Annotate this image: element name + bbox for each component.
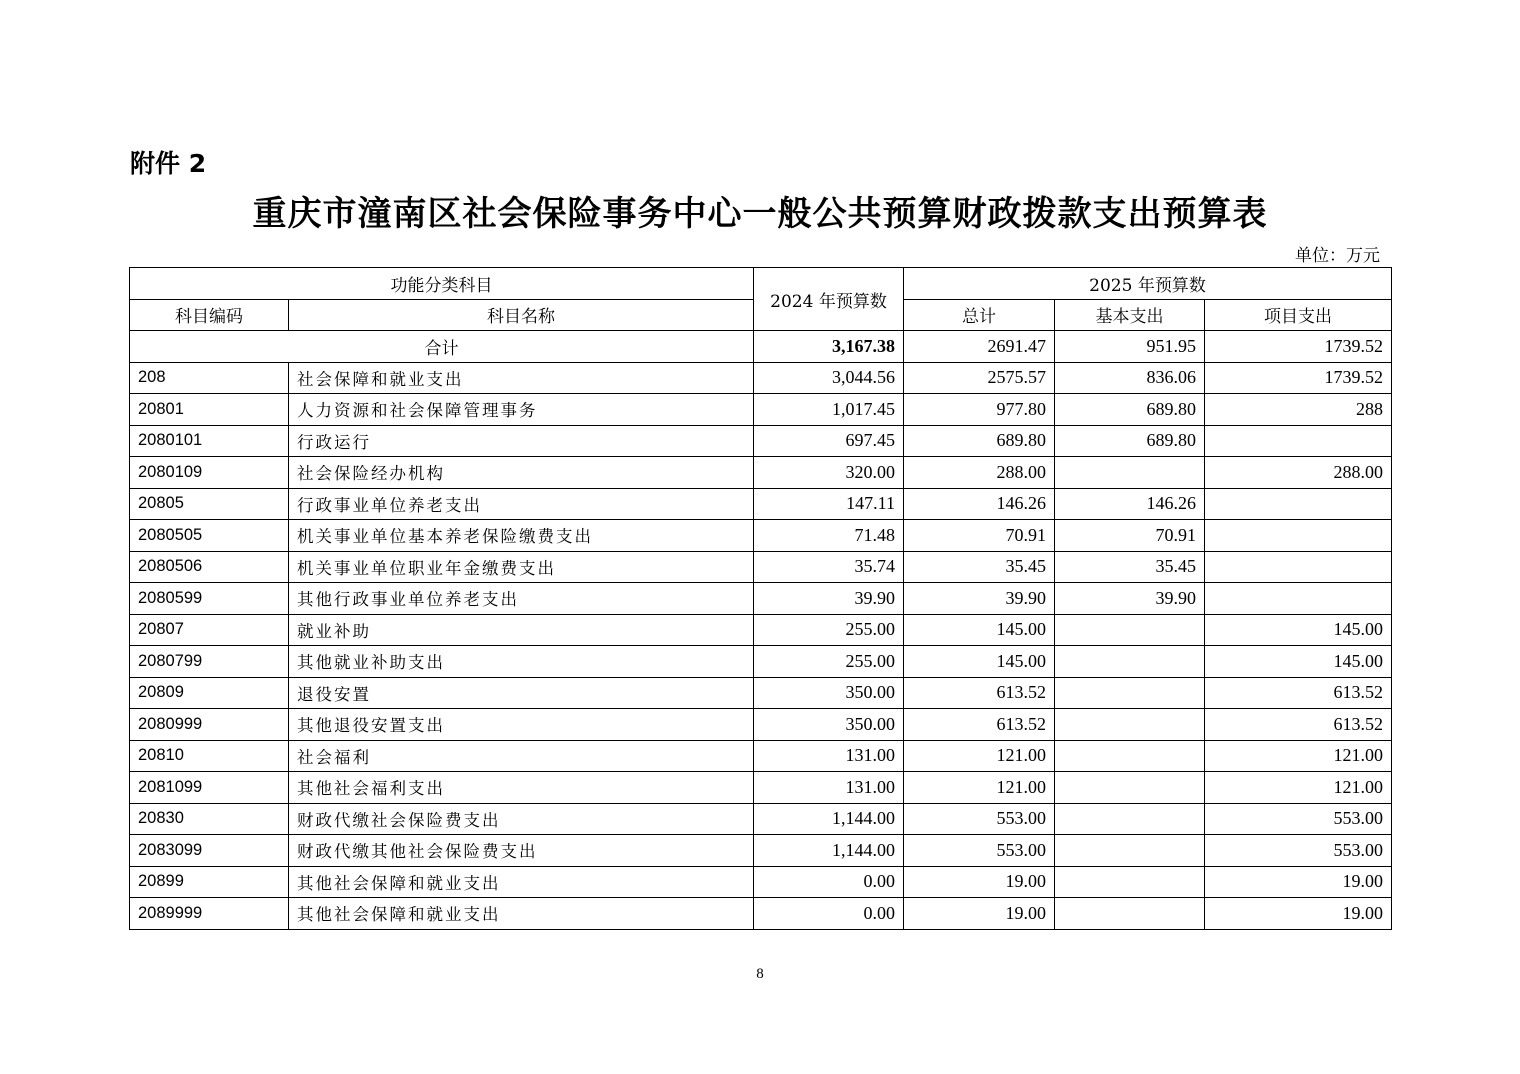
unit-label: 单位：万元 bbox=[1295, 246, 1380, 266]
row-project: 145.00 bbox=[1205, 614, 1392, 646]
header-name: 科目名称 bbox=[289, 299, 754, 331]
row-basic: 689.80 bbox=[1055, 394, 1205, 426]
row-code: 20807 bbox=[130, 614, 289, 646]
row-total: 146.26 bbox=[904, 488, 1055, 520]
row-total: 2575.57 bbox=[904, 362, 1055, 394]
row-budget-2024: 255.00 bbox=[754, 646, 904, 678]
row-name: 其他社会保障和就业支出 bbox=[289, 866, 754, 898]
table-row bbox=[130, 551, 1392, 583]
table-row bbox=[130, 772, 1392, 804]
row-basic: 689.80 bbox=[1055, 425, 1205, 457]
header-func-class: 功能分类科目 bbox=[130, 268, 754, 300]
row-project bbox=[1205, 520, 1392, 552]
row-project bbox=[1205, 583, 1392, 615]
row-basic: 39.90 bbox=[1055, 583, 1205, 615]
row-budget-2024: 39.90 bbox=[754, 583, 904, 615]
row-name: 其他社会保障和就业支出 bbox=[289, 898, 754, 930]
row-basic: 836.06 bbox=[1055, 362, 1205, 394]
row-code: 2080101 bbox=[130, 425, 289, 457]
total-total: 2691.47 bbox=[904, 331, 1055, 363]
page-title: 重庆市潼南区社会保险事务中心一般公共预算财政拨款支出预算表 bbox=[252, 194, 1268, 234]
row-name: 行政运行 bbox=[289, 425, 754, 457]
total-project: 1739.52 bbox=[1205, 331, 1392, 363]
row-basic bbox=[1055, 898, 1205, 930]
row-total: 145.00 bbox=[904, 646, 1055, 678]
row-total: 977.80 bbox=[904, 394, 1055, 426]
table-row bbox=[130, 740, 1392, 772]
row-name: 社会保险经办机构 bbox=[289, 457, 754, 489]
row-basic bbox=[1055, 772, 1205, 804]
header-code: 科目编码 bbox=[130, 299, 289, 331]
row-total: 19.00 bbox=[904, 866, 1055, 898]
header-basic: 基本支出 bbox=[1055, 299, 1205, 331]
row-name: 机关事业单位基本养老保险缴费支出 bbox=[289, 520, 754, 552]
row-project: 19.00 bbox=[1205, 866, 1392, 898]
row-code: 2080999 bbox=[130, 709, 289, 741]
row-basic bbox=[1055, 646, 1205, 678]
row-total: 553.00 bbox=[904, 835, 1055, 867]
row-project bbox=[1205, 425, 1392, 457]
row-code: 20810 bbox=[130, 740, 289, 772]
row-name: 其他行政事业单位养老支出 bbox=[289, 583, 754, 615]
row-code: 20801 bbox=[130, 394, 289, 426]
row-total: 145.00 bbox=[904, 614, 1055, 646]
row-budget-2024: 320.00 bbox=[754, 457, 904, 489]
header-budget-2024: 2024 年预算数 bbox=[754, 268, 904, 331]
row-code: 208 bbox=[130, 362, 289, 394]
total-b2024: 3,167.38 bbox=[754, 331, 904, 363]
row-name: 人力资源和社会保障管理事务 bbox=[289, 394, 754, 426]
row-basic bbox=[1055, 866, 1205, 898]
table-row bbox=[130, 583, 1392, 615]
row-basic bbox=[1055, 835, 1205, 867]
table-row bbox=[130, 488, 1392, 520]
row-budget-2024: 697.45 bbox=[754, 425, 904, 457]
row-code: 2080799 bbox=[130, 646, 289, 678]
row-total: 121.00 bbox=[904, 772, 1055, 804]
table-row bbox=[130, 425, 1392, 457]
row-budget-2024: 35.74 bbox=[754, 551, 904, 583]
row-budget-2024: 71.48 bbox=[754, 520, 904, 552]
row-name: 退役安置 bbox=[289, 677, 754, 709]
row-budget-2024: 131.00 bbox=[754, 740, 904, 772]
row-basic bbox=[1055, 740, 1205, 772]
row-name: 社会保障和就业支出 bbox=[289, 362, 754, 394]
row-basic: 146.26 bbox=[1055, 488, 1205, 520]
row-code: 20830 bbox=[130, 803, 289, 835]
row-code: 2081099 bbox=[130, 772, 289, 804]
row-total: 288.00 bbox=[904, 457, 1055, 489]
row-name: 其他退役安置支出 bbox=[289, 709, 754, 741]
row-project bbox=[1205, 488, 1392, 520]
row-budget-2024: 0.00 bbox=[754, 866, 904, 898]
row-code: 2080599 bbox=[130, 583, 289, 615]
row-budget-2024: 131.00 bbox=[754, 772, 904, 804]
row-basic bbox=[1055, 677, 1205, 709]
row-basic bbox=[1055, 457, 1205, 489]
row-budget-2024: 0.00 bbox=[754, 898, 904, 930]
header-project: 项目支出 bbox=[1205, 299, 1392, 331]
budget-table bbox=[129, 267, 1392, 930]
row-name: 财政代缴其他社会保险费支出 bbox=[289, 835, 754, 867]
total-label: 合计 bbox=[130, 331, 754, 363]
table-row bbox=[130, 520, 1392, 552]
attachment-label: 附件 2 bbox=[130, 149, 207, 178]
row-basic bbox=[1055, 709, 1205, 741]
row-budget-2024: 3,044.56 bbox=[754, 362, 904, 394]
row-code: 2080506 bbox=[130, 551, 289, 583]
header-budget-2025: 2025 年预算数 bbox=[904, 268, 1392, 300]
table-row bbox=[130, 866, 1392, 898]
row-budget-2024: 350.00 bbox=[754, 709, 904, 741]
row-basic: 70.91 bbox=[1055, 520, 1205, 552]
row-total: 689.80 bbox=[904, 425, 1055, 457]
table-row bbox=[130, 457, 1392, 489]
row-basic: 35.45 bbox=[1055, 551, 1205, 583]
row-name: 其他就业补助支出 bbox=[289, 646, 754, 678]
row-total: 39.90 bbox=[904, 583, 1055, 615]
header-total: 总计 bbox=[904, 299, 1055, 331]
row-project: 19.00 bbox=[1205, 898, 1392, 930]
row-total: 35.45 bbox=[904, 551, 1055, 583]
row-name: 财政代缴社会保险费支出 bbox=[289, 803, 754, 835]
row-project: 1739.52 bbox=[1205, 362, 1392, 394]
row-project: 288.00 bbox=[1205, 457, 1392, 489]
row-name: 社会福利 bbox=[289, 740, 754, 772]
row-budget-2024: 1,017.45 bbox=[754, 394, 904, 426]
table-row bbox=[130, 646, 1392, 678]
table-row bbox=[130, 394, 1392, 426]
row-code: 20805 bbox=[130, 488, 289, 520]
row-code: 2080505 bbox=[130, 520, 289, 552]
row-name: 就业补助 bbox=[289, 614, 754, 646]
row-budget-2024: 1,144.00 bbox=[754, 803, 904, 835]
row-project: 145.00 bbox=[1205, 646, 1392, 678]
row-total: 70.91 bbox=[904, 520, 1055, 552]
row-total: 613.52 bbox=[904, 709, 1055, 741]
header-row-1 bbox=[130, 268, 1392, 300]
row-project: 613.52 bbox=[1205, 677, 1392, 709]
table-row bbox=[130, 835, 1392, 867]
table-row bbox=[130, 677, 1392, 709]
table-row bbox=[130, 709, 1392, 741]
row-total: 613.52 bbox=[904, 677, 1055, 709]
table-row bbox=[130, 362, 1392, 394]
row-budget-2024: 350.00 bbox=[754, 677, 904, 709]
row-total: 553.00 bbox=[904, 803, 1055, 835]
table-row bbox=[130, 803, 1392, 835]
row-code: 2080109 bbox=[130, 457, 289, 489]
row-project: 553.00 bbox=[1205, 803, 1392, 835]
row-name: 行政事业单位养老支出 bbox=[289, 488, 754, 520]
row-code: 2089999 bbox=[130, 898, 289, 930]
row-code: 20809 bbox=[130, 677, 289, 709]
row-budget-2024: 255.00 bbox=[754, 614, 904, 646]
row-project: 288 bbox=[1205, 394, 1392, 426]
total-row bbox=[130, 331, 1392, 363]
row-total: 121.00 bbox=[904, 740, 1055, 772]
row-project: 121.00 bbox=[1205, 772, 1392, 804]
row-project: 121.00 bbox=[1205, 740, 1392, 772]
table-row bbox=[130, 898, 1392, 930]
row-name: 机关事业单位职业年金缴费支出 bbox=[289, 551, 754, 583]
row-code: 20899 bbox=[130, 866, 289, 898]
budget-table-body bbox=[130, 268, 1392, 930]
table-row bbox=[130, 614, 1392, 646]
row-project: 613.52 bbox=[1205, 709, 1392, 741]
page-number: 8 bbox=[756, 966, 764, 982]
row-basic bbox=[1055, 614, 1205, 646]
row-budget-2024: 147.11 bbox=[754, 488, 904, 520]
row-code: 2083099 bbox=[130, 835, 289, 867]
total-basic: 951.95 bbox=[1055, 331, 1205, 363]
row-project bbox=[1205, 551, 1392, 583]
row-total: 19.00 bbox=[904, 898, 1055, 930]
row-basic bbox=[1055, 803, 1205, 835]
row-project: 553.00 bbox=[1205, 835, 1392, 867]
row-budget-2024: 1,144.00 bbox=[754, 835, 904, 867]
row-name: 其他社会福利支出 bbox=[289, 772, 754, 804]
